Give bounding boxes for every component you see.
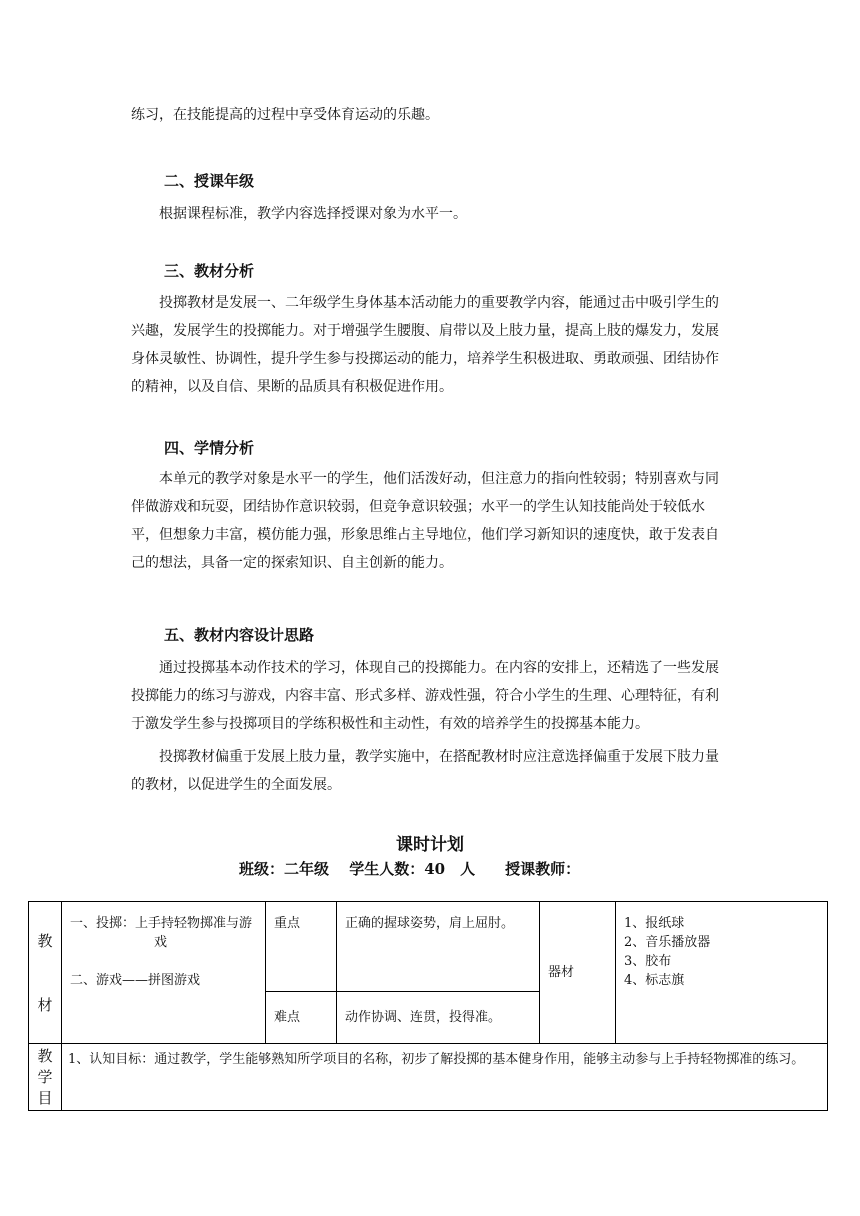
- objective-1: 1、认知目标：通过教学，学生能够熟知所学项目的名称，初步了解投掷的基本健身作用，能够主动参与上手持轻物掷准的练习。: [68, 1052, 805, 1067]
- material-label: 教 材: [29, 902, 62, 1044]
- lesson-plan-title: 课时计划: [396, 835, 464, 855]
- material-item-1: 一、投掷：上手持轻物掷准与游戏: [70, 916, 253, 950]
- section-paragraph-design-2: 投掷教材偏重于发展上肢力量，教学实施中，在搭配教材时应注意选择偏重于发展下肢力量的教材，以促进学生的全面发展。: [131, 749, 719, 793]
- section-paragraph-design-1: 通过投掷基本动作技术的学习，体现自己的投掷能力。在内容的安排上，还精选了一些发展投掷能力的练习与游戏，内容丰富、形式多样、游戏性强，符合小学生的生理、心理特征，有利于激发学生参与投掷项目的学练积极性和主动性，有效的培养学生的投掷基本能力。: [131, 660, 719, 732]
- section-heading-learner-analysis: 四、学情分析: [164, 439, 255, 457]
- equipment-item: 1、报纸球: [624, 916, 685, 931]
- material-item-2: 二、游戏——拼图游戏: [70, 973, 201, 988]
- key-point-value: 正确的握球姿势，肩上屈肘。: [337, 902, 540, 992]
- section-paragraph-learner-analysis: 本单元的教学对象是水平一的学生，他们活泼好动，但注意力的指向性较弱；特别喜欢与同伴做游戏和玩耍，团结协作意识较弱，但竞争意识较强；水平一的学生认知技能尚处于较低水平，但想象力丰富，模仿能力强，形象思维占主导地位，他们学习新知识的速度快，敢于发表自己的想法，具备一定的探索知识、自主创新的能力。: [131, 471, 719, 571]
- equipment-item: 2、音乐播放器: [624, 935, 711, 950]
- equipment-item: 3、胶布: [624, 954, 672, 969]
- section-heading-design-ideas: 五、教材内容设计思路: [164, 626, 315, 644]
- equipment-item: 4、标志旗: [624, 973, 685, 988]
- lesson-plan-table: [28, 901, 828, 1111]
- equipment-cell: [616, 902, 828, 1044]
- equipment-label: 器材: [540, 902, 616, 1044]
- difficulty-value: 动作协调、连贯，投得准。: [337, 992, 540, 1044]
- objectives-label: 教 学 目: [29, 1044, 62, 1111]
- materials-cell: [62, 902, 266, 1044]
- key-point-label: 重点: [266, 902, 337, 992]
- intro-tail: 练习，在技能提高的过程中享受体育运动的乐趣。: [131, 107, 439, 123]
- section-heading-material-analysis: 三、教材分析: [164, 262, 255, 280]
- difficulty-label: 难点: [266, 992, 337, 1044]
- lesson-plan-subtitle: 班级：二年级 学生人数：40 人 授课教师：: [239, 860, 581, 878]
- section-heading-grade: 二、授课年级: [164, 172, 255, 190]
- section-paragraph-grade: 根据课程标准，教学内容选择授课对象为水平一。: [159, 206, 467, 222]
- section-paragraph-material-analysis: 投掷教材是发展一、二年级学生身体基本活动能力的重要教学内容，能通过击中吸引学生的兴趣，发展学生的投掷能力。对于增强学生腰腹、肩带以及上肢力量，提高上肢的爆发力，发展身体灵敏性、协调性，提升学生参与投掷运动的能力，培养学生积极进取、勇敢顽强、团结协作的精神，以及自信、果断的品质具有积极促进作用。: [131, 295, 719, 395]
- objectives-cell: [62, 1044, 828, 1111]
- equipment-list: [624, 914, 821, 990]
